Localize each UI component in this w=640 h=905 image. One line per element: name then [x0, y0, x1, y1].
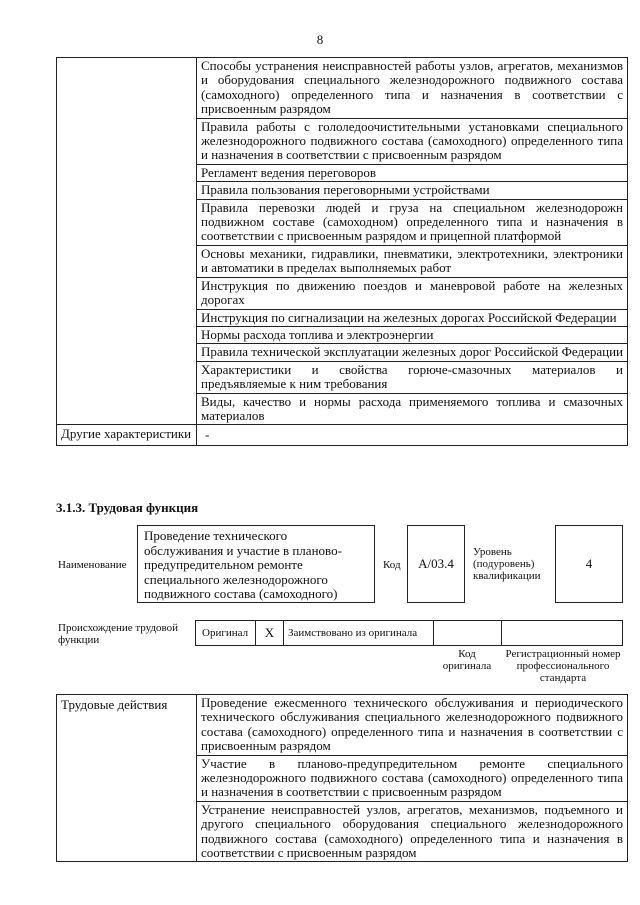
knowledge-item: Виды, качество и нормы расхода применяемого топлива и смазочных материалов: [201, 393, 623, 423]
original-label: Оригинал: [196, 621, 256, 645]
reg-number-caption: Регистрационный номер профессионального стандарта: [505, 648, 621, 684]
knowledge-item: Способы устранения неисправностей работы узлов, агрегатов, механизмов и оборудования специального железнодорожного подвижного состава (самоходного) определенного типа и назначения в соответствии с присвоенным разрядом: [197, 58, 627, 119]
section-title: 3.1.3. Трудовая функция: [56, 500, 199, 515]
actions-label: Трудовые действия: [57, 695, 197, 861]
knowledge-item: Характеристики и свойства горюче-смазочных материалов и предъявляемые к ним требования: [197, 362, 627, 394]
action-item: Проведение ежесменного технического обслуживания и периодического технического обслуживания специального железнодорожного подвижного состава (самоходного) определенного типа и назначения в соответствии с присвоенным разрядом: [197, 695, 627, 756]
knowledge-items: [197, 58, 627, 424]
other-characteristics-label: Другие характеристики: [57, 425, 197, 445]
origin-label: Происхождение трудовой функции: [58, 622, 179, 646]
function-name-box: Проведение технического обслуживания и участие в планово-предупредительном ремонте специального железнодорожного подвижного состава (самоходного): [137, 525, 375, 603]
page-number: 8: [316, 32, 324, 47]
code-label: Код: [383, 559, 401, 571]
level-box: 4: [555, 525, 623, 603]
actions-items: [197, 695, 627, 861]
action-item: Устранение неисправностей узлов, агрегатов, механизмов, подъемного и другого специального оборудования специального железнодорожного подвижного состава (самоходного) определенного типа и назначения в соответствии с присвоенным разрядом: [201, 801, 623, 861]
knowledge-item: Регламент ведения переговоров: [197, 165, 627, 182]
borrowed-label: Заимствовано из оригинала: [284, 621, 434, 645]
level-label: Уровень (подуровень) квалификации: [473, 546, 541, 582]
other-characteristics-value: -: [205, 427, 210, 443]
knowledge-item: Основы механики, гидравлики, пневматики, электротехники, электроники и автоматики в пределах выполняемых работ: [197, 246, 627, 278]
origin-strip: [195, 620, 623, 646]
other-characteristics-row: [57, 424, 627, 446]
reg-number-cell: [502, 621, 622, 645]
knowledge-label-cell: [57, 58, 197, 424]
original-mark: X: [256, 621, 284, 645]
knowledge-item: Правила перевозки людей и груза на специальном железнодорожн подвижном составе (самоходном) определенного типа и назначения в соответствии с присвоенным разрядом и прицепной платформой: [197, 200, 627, 246]
actions-table: [56, 694, 628, 862]
knowledge-row: [57, 58, 627, 424]
function-code-box: А/03.4: [407, 525, 465, 603]
original-code-cell: [434, 621, 502, 645]
knowledge-item: Правила работы с гололедоочистительными установками специального железнодорожного подвижного состава (самоходного) определенного типа и назначения в соответствии с присвоенным разрядом: [197, 119, 627, 165]
name-label: Наименование: [58, 559, 127, 571]
code-original-caption: Код оригинала: [442, 648, 492, 672]
knowledge-item: Инструкция по сигнализации на железных дорогах Российской Федерации: [197, 310, 627, 327]
knowledge-item: Правила пользования переговорными устройствами: [197, 182, 627, 199]
knowledge-item: Инструкция по движению поездов и маневровой работе на железных дорогах: [197, 278, 627, 310]
knowledge-table: [56, 57, 628, 446]
action-item: Участие в планово-предупредительном ремонте специального железнодорожного подвижного состава (самоходного) определенного типа и назначения в соответствии с присвоенным разрядом: [197, 756, 627, 802]
knowledge-item: Нормы расхода топлива и электроэнергии: [197, 327, 627, 344]
knowledge-item: Правила технической эксплуатации железных дорог Российской Федерации: [197, 344, 627, 361]
